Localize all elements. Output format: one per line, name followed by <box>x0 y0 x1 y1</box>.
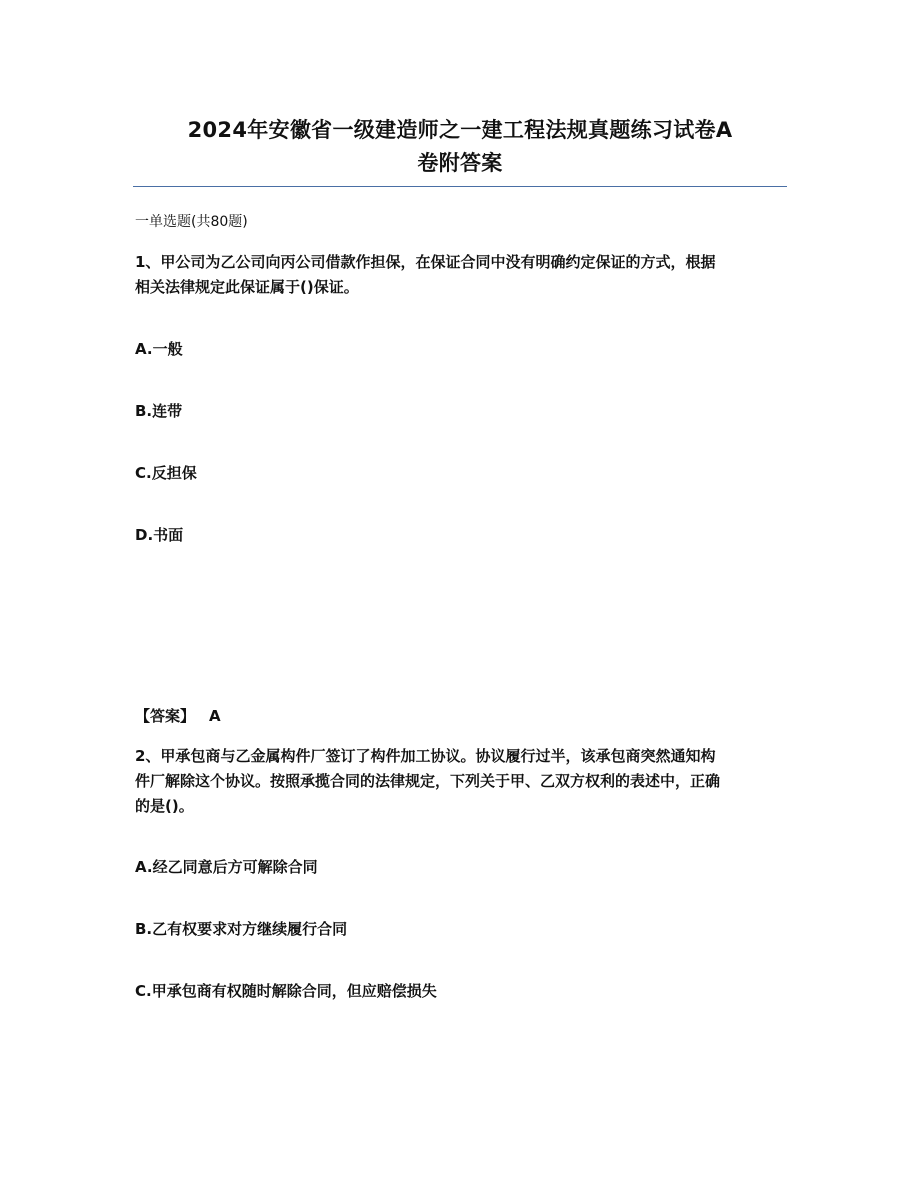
question-2-text-line-2: 件厂解除这个协议。按照承揽合同的法律规定，下列关于甲、乙双方权利的表述中，正确 <box>135 772 721 790</box>
question-1-option-a: A.一般 <box>135 340 183 358</box>
answer-value: A <box>209 707 221 725</box>
question-1-answer <box>135 704 221 729</box>
question-2-text-line-3: 的是()。 <box>135 797 194 815</box>
question-1-option-b: B.连带 <box>135 402 183 420</box>
question-2-option-b: B.乙有权要求对方继续履行合同 <box>135 920 348 938</box>
answer-label: 【答案】 <box>135 707 196 725</box>
question-2-text-line-1: 2、甲承包商与乙金属构件厂签订了构件加工协议。协议履行过半，该承包商突然通知构 <box>135 747 716 765</box>
title-divider <box>133 186 787 187</box>
document-title <box>133 114 787 180</box>
question-1-option-c: C.反担保 <box>135 464 197 482</box>
section-heading: 一单选题(共80题) <box>135 214 248 230</box>
question-1-text-line-1: 1、甲公司为乙公司向丙公司借款作担保，在保证合同中没有明确约定保证的方式，根据 <box>135 253 716 271</box>
question-1-option-d: D.书面 <box>135 526 184 544</box>
document-title-line-2: 卷附答案 <box>417 151 503 175</box>
question-2-option-c: C.甲承包商有权随时解除合同，但应赔偿损失 <box>135 982 437 1000</box>
question-2-option-a: A.经乙同意后方可解除合同 <box>135 858 318 876</box>
document-title-line-1: 2024年安徽省一级建造师之一建工程法规真题练习试卷A <box>187 118 733 142</box>
question-1-text-line-2: 相关法律规定此保证属于()保证。 <box>135 278 359 296</box>
